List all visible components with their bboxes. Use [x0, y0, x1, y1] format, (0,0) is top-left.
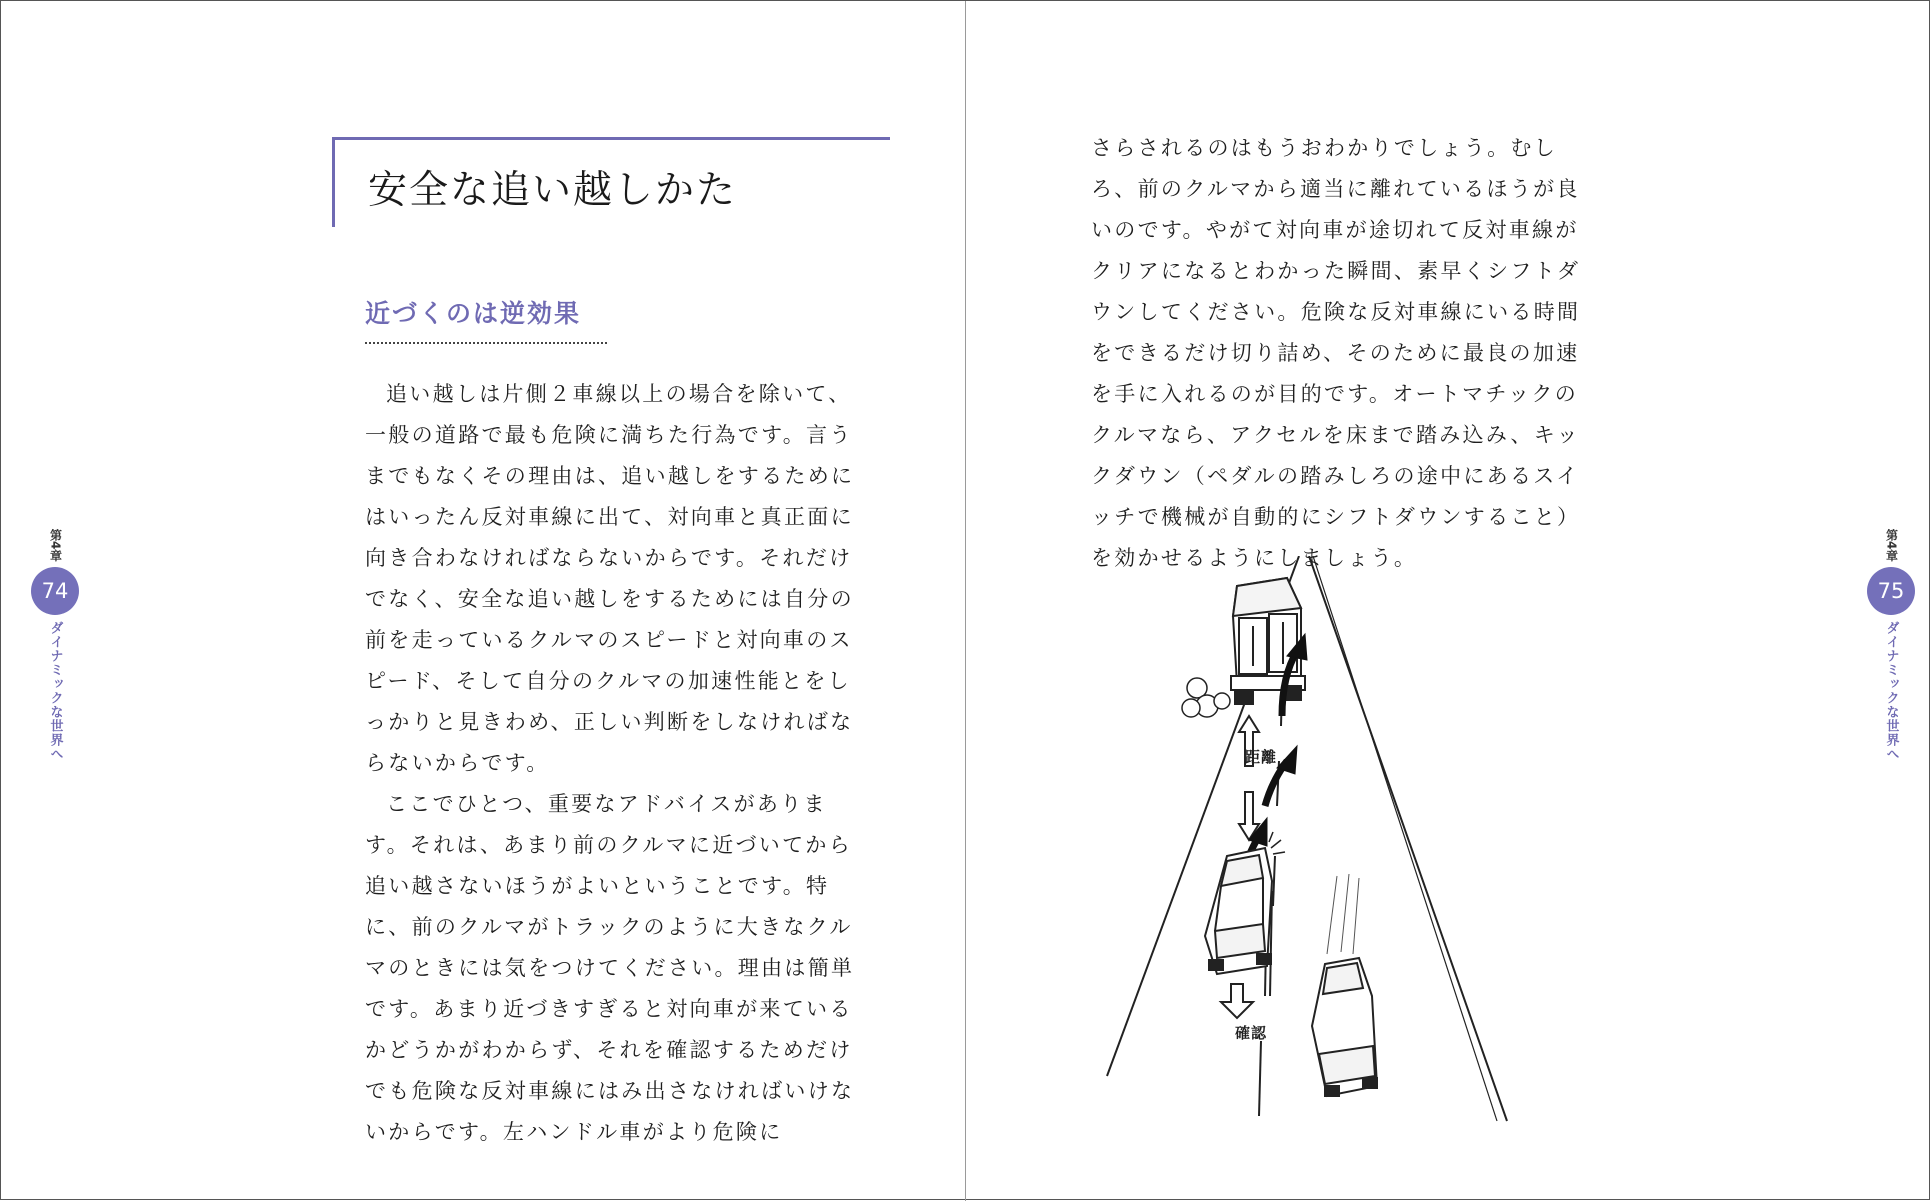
distance-arrow: [1239, 716, 1259, 840]
blinker-icon: [1269, 832, 1285, 854]
side-tab-right: [1867, 529, 1915, 761]
running-title: ダイナミックな世界へ: [47, 621, 63, 762]
title-rule-left: [332, 137, 335, 227]
side-tab-left: [31, 529, 79, 761]
car-icon: [1312, 958, 1377, 1096]
chapter-label: 第4章: [48, 529, 63, 562]
left-page-body: [365, 374, 855, 1153]
paragraph: ここでひとつ、重要なアドバイスがあります。それは、あまり前のクルマに近づいてから追い越さないほうがよいということです。特に、前のクルマがトラックのように大きなクルマのときには気をつけてください。理由は簡単です。あまり近づきすぎると対向車が来ているかどうかがわからず、それを確認するためだけでも危険な反対車線にはみ出さなければいけないからです。左ハンドル車がより危険に: [365, 792, 855, 1144]
page-gutter: [965, 1, 966, 1201]
title-block: [332, 137, 890, 227]
title-rule-top: [332, 137, 890, 140]
check-label: 確認: [1235, 1024, 1268, 1042]
running-title: ダイナミックな世界へ: [1883, 621, 1899, 762]
car-icon: [1205, 848, 1272, 974]
motion-lines: [1327, 874, 1359, 954]
check-arrow: [1221, 984, 1253, 1018]
chapter-label: 第4章: [1884, 529, 1899, 562]
page-number-badge: 75: [1867, 567, 1915, 615]
right-page-body: [1091, 128, 1591, 579]
paragraph: 追い越しは片側２車線以上の場合を除いて、一般の道路で最も危険に満ちた行為です。言うまでもなくその理由は、追い越しをするためにはいったん反対車線に出て、対向車と真正面に向き合わなければならないからです。それだけでなく、安全な追い越しをするためには自分の前を走っているクルマのスピードと対向車のスピード、そして自分のクルマの加速性能とをしっかりと見きわめ、正しい判断をしなければならないからです。: [365, 382, 855, 775]
page-title: 安全な追い越しかた: [368, 168, 738, 213]
section-heading: 近づくのは逆効果: [365, 299, 582, 328]
paragraph: さらされるのはもうおわかりでしょう。むしろ、前のクルマから適当に離れているほうが良いのです。やがて対向車が途切れて反対車線がクリアになるとわかった瞬間、素早くシフトダウンしてください。危険な反対車線にいる時間をできるだけ切り詰め、そのために最良の加速を手に入れるのが目的です。オートマチックのクルマなら、アクセルを床まで踏み込み、キックダウン（ペダルの踏みしろの途中にあるスイッチで機械が自動的にシフトダウンすること）を効かせるようにしましょう。: [1091, 136, 1581, 570]
distance-label: 距離: [1245, 748, 1278, 766]
section-underline: [365, 342, 607, 344]
page-number-badge: 74: [31, 567, 79, 615]
exhaust-icon: [1182, 678, 1230, 717]
overtaking-illustration: [1087, 556, 1549, 1126]
truck-icon: [1231, 578, 1305, 704]
